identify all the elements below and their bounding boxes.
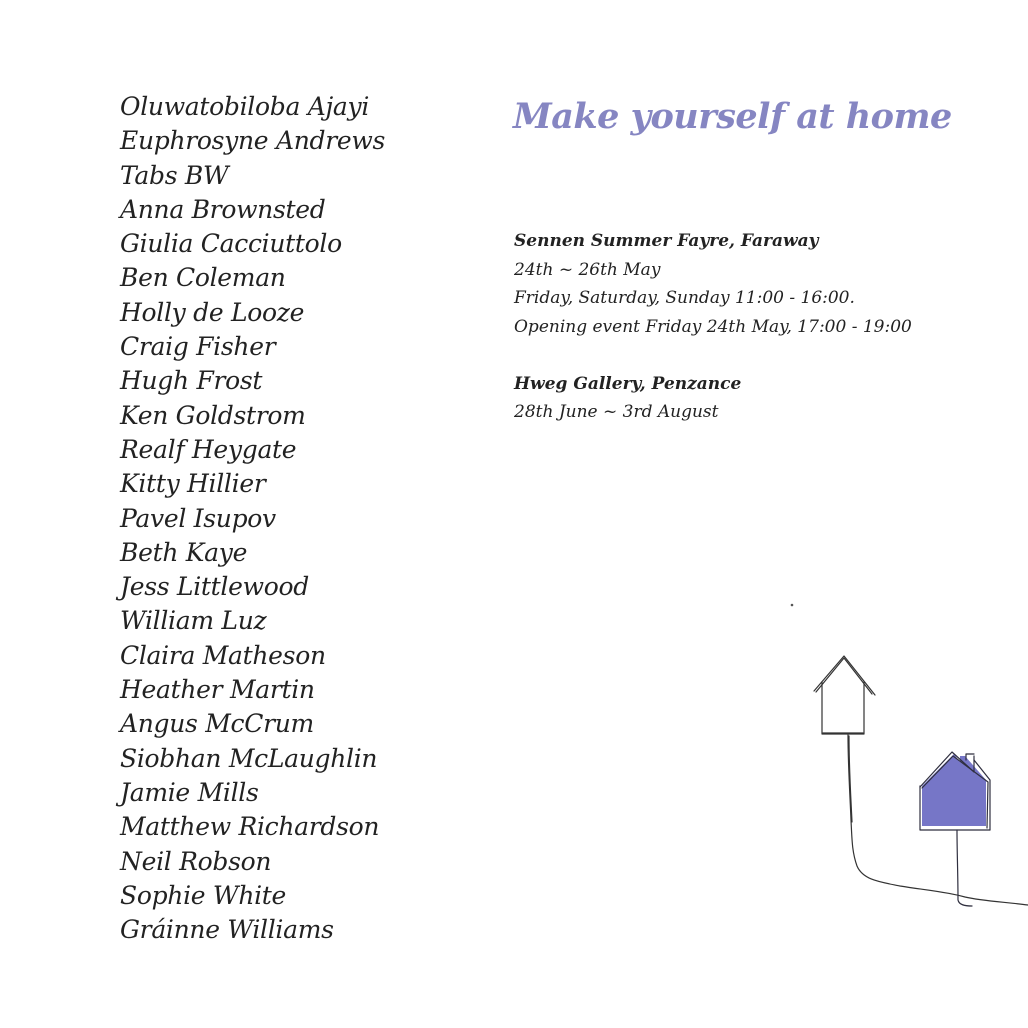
artist-name: Ben Coleman (120, 263, 286, 293)
event-sennen (514, 227, 912, 341)
artist-name: Anna Brownsted (120, 194, 326, 224)
exhibition-title: Make yourself at home (513, 96, 952, 137)
artist-list (120, 90, 385, 947)
artist-name: Neil Robson (120, 846, 272, 876)
blue-house (920, 752, 990, 906)
artist-name: Gráinne Williams (120, 915, 334, 945)
artist-name: Kitty Hillier (120, 469, 266, 499)
event-venue: Hweg Gallery, Penzance (514, 373, 742, 394)
artist-name: Giulia Cacciuttolo (120, 229, 342, 259)
artist-name: Euphrosyne Andrews (120, 126, 385, 156)
artist-name: Hugh Frost (120, 366, 263, 396)
artist-name: Craig Fisher (120, 332, 276, 362)
artist-name: Heather Martin (120, 675, 315, 705)
artist-name: Pavel Isupov (120, 503, 276, 533)
event-dates: 28th June ~ 3rd August (514, 402, 719, 422)
artist-name: William Luz (120, 606, 267, 636)
artist-name: Tabs BW (120, 160, 229, 190)
event-opening: Opening event Friday 24th May, 17:00 - 19:00 (514, 316, 912, 337)
artist-name: Ken Goldstrom (120, 400, 306, 430)
artist-name: Beth Kaye (120, 537, 248, 567)
ink-speck (791, 604, 794, 607)
event-hweg (514, 370, 912, 427)
artist-name: Angus McCrum (120, 709, 314, 739)
artist-name: Realf Heygate (120, 434, 297, 464)
event-hours: Friday, Saturday, Sunday 11:00 - 16:00. (514, 288, 855, 308)
artist-name: Sophie White (120, 880, 287, 910)
artist-name: Siobhan McLaughlin (120, 743, 378, 773)
artist-name: Oluwatobiloba Ajayi (120, 92, 370, 121)
outline-house (814, 656, 1028, 905)
event-venue: Sennen Summer Fayre, Faraway (514, 231, 819, 251)
artist-name: Jess Littlewood (120, 572, 309, 602)
artist-name: Holly de Looze (120, 297, 305, 327)
event-list (514, 227, 912, 455)
artist-name: Matthew Richardson (120, 812, 380, 842)
house-drawing-icon (760, 590, 1028, 920)
artist-name: Claira Matheson (120, 640, 326, 670)
event-dates: 24th ~ 26th May (514, 259, 661, 280)
artist-name: Jamie Mills (120, 777, 259, 807)
